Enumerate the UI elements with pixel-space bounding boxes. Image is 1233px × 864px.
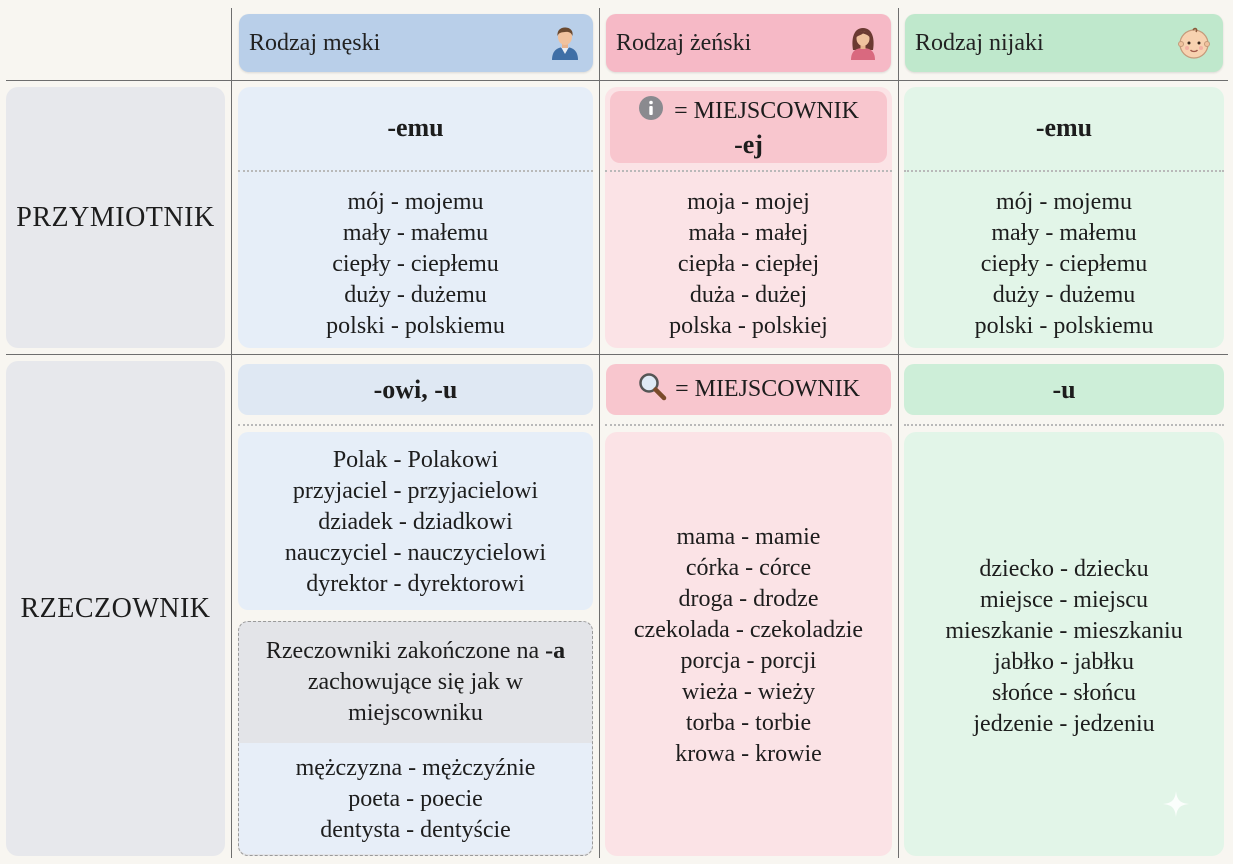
grid-line-v1 bbox=[231, 8, 232, 858]
list-item: polski - polskiemu bbox=[326, 312, 505, 339]
grid-line-h2 bbox=[6, 354, 1228, 355]
header-masculine bbox=[239, 14, 593, 72]
adjective-feminine-note: = MIEJSCOWNIK bbox=[674, 97, 859, 124]
grid-line-h1 bbox=[6, 80, 1228, 81]
list-item: dziadek - dziadkowi bbox=[318, 508, 513, 535]
adjective-feminine-words bbox=[605, 186, 892, 342]
list-item: przyjaciel - przyjacielowi bbox=[292, 477, 539, 504]
list-item: mój - mojemu bbox=[347, 188, 484, 215]
list-item: nauczyciel - nauczycielowi bbox=[284, 539, 547, 566]
adjective-masculine-words bbox=[238, 186, 593, 342]
list-item: wieża - wieży bbox=[681, 679, 816, 705]
list-item: poeta - poecie bbox=[348, 785, 483, 812]
list-item: mały - małemu bbox=[991, 219, 1137, 246]
noun-masculine-ending: -owi, -u bbox=[238, 364, 593, 415]
list-item: duży - dużemu bbox=[992, 281, 1136, 308]
header-neuter-label: Rodzaj nijaki bbox=[915, 29, 1044, 56]
adjective-neuter-divider bbox=[904, 170, 1224, 172]
header-masculine-label: Rodzaj męski bbox=[249, 29, 381, 56]
row-label-noun: RZECZOWNIK bbox=[6, 361, 225, 856]
header-feminine bbox=[606, 14, 891, 72]
list-item: ciepły - ciepłemu bbox=[332, 250, 499, 277]
note-line-2: zachowujące się jak w bbox=[307, 668, 524, 695]
list-item: ciepła - ciepłej bbox=[677, 250, 820, 277]
list-item: duży - dużemu bbox=[344, 281, 487, 308]
noun-feminine-note: = MIEJSCOWNIK bbox=[675, 376, 860, 402]
list-item: jedzenie - jedzeniu bbox=[973, 711, 1155, 737]
list-item: mężczyzna - mężczyźnie bbox=[295, 754, 536, 781]
grid-line-v3 bbox=[898, 8, 899, 858]
adjective-neuter-ending: -emu bbox=[1035, 113, 1093, 142]
list-item: mój - mojemu bbox=[996, 188, 1132, 215]
list-item: krowa - krowie bbox=[675, 741, 822, 767]
list-item: polska - polskiej bbox=[669, 312, 828, 339]
note-line-1: Rzeczowniki zakończone na bbox=[265, 637, 546, 664]
adjective-masculine-divider bbox=[238, 170, 593, 172]
list-item: dyrektor - dyrektorowi bbox=[306, 570, 525, 597]
list-item: jabłko - jabłku bbox=[994, 649, 1134, 675]
list-item: mały - małemu bbox=[342, 219, 489, 246]
noun-neuter-words bbox=[904, 552, 1224, 742]
note-line-3: miejscowniku bbox=[348, 699, 483, 726]
noun-feminine-note-box bbox=[606, 364, 891, 415]
list-item: mała - małej bbox=[688, 219, 809, 246]
list-item: czekolada - czekoladzie bbox=[633, 617, 864, 643]
adjective-feminine-ending-box bbox=[610, 91, 887, 163]
woman-icon bbox=[847, 26, 879, 60]
list-item: polski - polskiemu bbox=[974, 312, 1154, 339]
info-icon bbox=[638, 95, 664, 128]
list-item: słońce - słońcu bbox=[992, 680, 1136, 706]
noun-masculine-divider bbox=[238, 424, 593, 426]
noun-neuter-ending: -u bbox=[904, 364, 1224, 415]
header-feminine-label: Rodzaj żeński bbox=[616, 29, 752, 56]
list-item: miejsce - miejscu bbox=[980, 587, 1148, 613]
adjective-feminine-divider bbox=[605, 170, 892, 172]
list-item: moja - mojej bbox=[687, 188, 810, 215]
noun-masculine-note-words bbox=[239, 751, 592, 847]
list-item: duża - dużej bbox=[689, 281, 808, 308]
noun-feminine-words bbox=[605, 520, 892, 772]
adjective-feminine-ending: -ej bbox=[734, 129, 763, 159]
list-item: dziecko - dziecku bbox=[979, 556, 1149, 582]
list-item: porcja - porcji bbox=[680, 648, 817, 674]
list-item: torba - torbie bbox=[685, 710, 812, 736]
adjective-neuter-words bbox=[904, 186, 1224, 342]
list-item: Polak - Polakowi bbox=[332, 446, 499, 473]
adjective-masculine-ending: -emu bbox=[387, 113, 444, 142]
magnifier-icon bbox=[637, 371, 667, 408]
baby-icon bbox=[1177, 26, 1211, 60]
row-label-adjective: PRZYMIOTNIK bbox=[6, 87, 225, 348]
noun-masculine-words bbox=[238, 444, 593, 600]
noun-neuter-divider bbox=[904, 424, 1224, 426]
header-neuter bbox=[905, 14, 1223, 72]
list-item: dentysta - dentyście bbox=[320, 816, 511, 843]
list-item: mieszkanie - mieszkaniu bbox=[945, 618, 1183, 644]
noun-masculine-note-text bbox=[239, 622, 592, 742]
note-bold-ending: -a bbox=[545, 637, 566, 664]
sparkle-icon bbox=[1162, 790, 1190, 818]
grid-line-v2 bbox=[599, 8, 600, 858]
noun-masculine-special-note bbox=[238, 621, 593, 856]
noun-feminine-divider bbox=[605, 424, 892, 426]
list-item: ciepły - ciepłemu bbox=[980, 250, 1148, 277]
man-icon bbox=[549, 26, 581, 60]
list-item: córka - córce bbox=[685, 555, 812, 581]
list-item: droga - drodze bbox=[678, 586, 819, 612]
list-item: mama - mamie bbox=[676, 524, 821, 550]
